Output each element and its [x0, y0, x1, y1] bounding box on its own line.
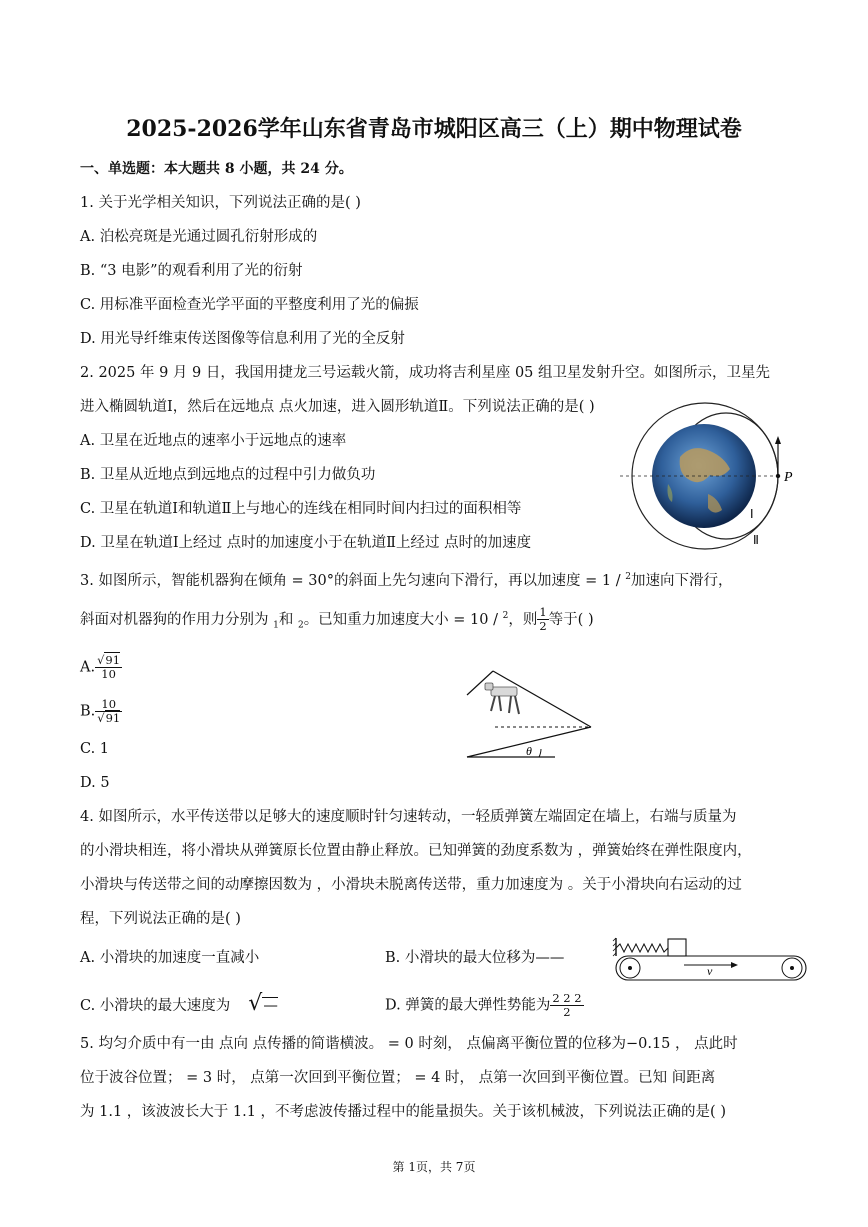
- q3-option-b: B. $\frac{10}{√91}$: [80, 697, 121, 725]
- q2-option-a: A. 卫星在近地点的速率小于远地点的速率: [80, 433, 347, 449]
- q5-stem-line1: 5. 均匀介质中有一由 点向 点传播的简谐横波。 = 0 时刻， 点偏离平衡位置的位移为−0.15 ， 点此时: [80, 1036, 738, 1052]
- section-heading: 一、单选题：本大题共 8 小题，共 24 分。: [80, 161, 353, 177]
- q2-option-b: B. 卫星从近地点到远地点的过程中引力做负功: [80, 467, 376, 483]
- q1-option-a: A. 泊松亮斑是光通过圆孔衍射形成的: [80, 229, 318, 245]
- q2-option-d: D. 卫星在轨道Ⅰ上经过 点时的加速度小于在轨道Ⅱ上经过 点时的加速度: [80, 535, 532, 551]
- q3-stem-line2: 斜面对机器狗的作用力分别为 $_1$和 $_2$。已知重力加速度大小 = 10 / $^2$，则 $\frac{1}{2}$ 等于( ): [80, 605, 594, 634]
- q5-stem-line2: 位于波谷位置； = 3 时， 点第一次回到平衡位置； = 4 时， 点第一次回到平衡位置。已知 间距离: [80, 1070, 716, 1086]
- page-title: 2025-2026学年山东省青岛市城阳区高三（上）期中物理试卷: [126, 116, 742, 142]
- q3-option-d: D. 5: [80, 775, 110, 791]
- incline-figure: [455, 665, 600, 765]
- label-theta: θ: [526, 744, 532, 758]
- page-footer: 第 1页，共 7页: [392, 1160, 476, 1174]
- q3-stem-line1: 3. 如图所示，智能机器狗在倾角 = 30°的斜面上先匀速向下滑行，再以加速度 = 1 / $^2$加速向下滑行，: [80, 572, 733, 589]
- label-orbit-i: Ⅰ: [750, 507, 754, 521]
- q4-stem-line2: 的小滑块相连，将小滑块从弹簧原长位置由静止释放。已知弹簧的劲度系数为 ，弹簧始终在弹性限度内，: [80, 843, 752, 859]
- slider-block: [668, 939, 686, 956]
- velocity-arrow-icon: [775, 436, 781, 444]
- q4-stem-line4: 程，下列说法正确的是( ): [80, 911, 241, 927]
- orbit-figure: [620, 402, 800, 552]
- q1-option-d: D. 用光导纤维束传送图像等信息利用了光的全反射: [80, 331, 405, 347]
- q2-option-c: C. 卫星在轨道Ⅰ和轨道Ⅱ上与地心的连线在相同时间内扫过的面积相等: [80, 501, 522, 517]
- q5-stem-line3: 为 1.1 ，该波波长大于 1.1 ，不考虑波传播过程中的能量损失。关于该机械波，下列说法正确的是( ): [80, 1104, 726, 1120]
- q4-option-b: B. 小滑块的最大位移为——: [385, 950, 565, 966]
- belt-direction-arrow-icon: [731, 962, 738, 968]
- q3-option-c: C. 1: [80, 741, 110, 757]
- q1-option-c: C. 用标准平面检查光学平面的平整度利用了光的偏振: [80, 297, 419, 313]
- q2-stem-line1: 2. 2025 年 9 月 9 日，我国用捷龙三号运载火箭，成功将吉利星座 05 组卫星发射升空。如图所示，卫星先: [80, 365, 771, 381]
- label-v: v: [707, 964, 713, 978]
- q2-stem-line2: 进入椭圆轨道Ⅰ，然后在远地点 点火加速，进入圆形轨道Ⅱ。下列说法正确的是( ): [80, 399, 595, 415]
- q4-option-a: A. 小滑块的加速度一直减小: [80, 950, 260, 966]
- fraction-f1-f2: $\frac{1}{2}$: [539, 605, 547, 634]
- spring-icon: [616, 944, 668, 952]
- q4-option-d: D. 弹簧的最大弹性势能为 $\frac{2 2 2}{2}$: [385, 991, 582, 1019]
- q3-option-a: A. $\frac{√91}{10}$: [80, 653, 121, 681]
- q1-stem: 1. 关于光学相关知识，下列说法正确的是( ): [80, 195, 361, 211]
- q4-stem-line3: 小滑块与传送带之间的动摩擦因数为 ，小滑块未脱离传送带，重力加速度为 。关于小滑块向右运动的过: [80, 877, 742, 893]
- q4-stem-line1: 4. 如图所示，水平传送带以足够大的速度顺时针匀速转动，一轻质弹簧左端固定在墙上，右端与质量为: [80, 809, 737, 825]
- label-p: P: [784, 470, 793, 485]
- q4-option-c: C. 小滑块的最大速度为 √—: [80, 991, 278, 1016]
- label-orbit-ii: Ⅱ: [753, 533, 759, 547]
- conveyor-figure: [612, 934, 810, 984]
- robot-dog-icon: [485, 683, 519, 714]
- q1-option-b: B. “3 电影”的观看利用了光的衍射: [80, 263, 303, 279]
